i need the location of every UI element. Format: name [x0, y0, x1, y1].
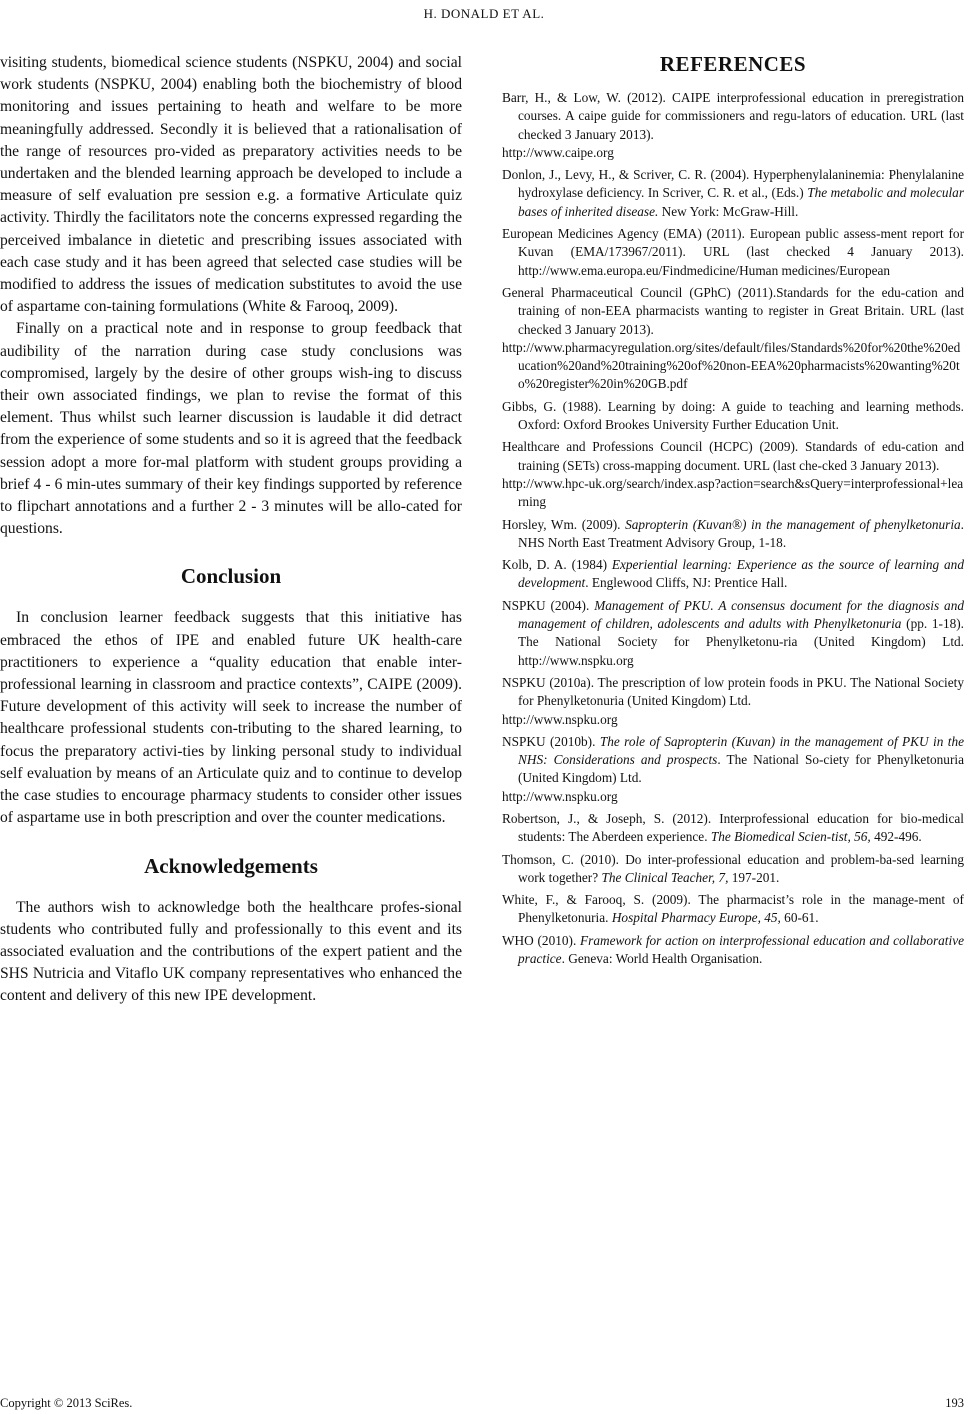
reference-item: Robertson, J., & Joseph, S. (2012). Interprofessional education for bio-medical students: The Aberdeen experience. The Biomedical Scien-tist, 56, 492-496. [502, 810, 964, 845]
reference-item: WHO (2010). Framework for action on interprofessional education and collaborative practice. Geneva: World Health Organisation. [502, 932, 964, 967]
references-heading: REFERENCES [659, 52, 807, 76]
reference-item: Thomson, C. (2010). Do inter-professional education and problem-ba-sed learning work together? The Clinical Teacher, 7, 197-201. [502, 851, 964, 885]
right-column [502, 52, 964, 972]
reference-link[interactable]: http://www.hpc-uk.org/search/index.asp?action=search&sQuery=interprofessional+learning [502, 475, 964, 510]
body-paragraph: Finally on a practical note and in response to group feedback that audibility of the narration during case study conclusions was compromised, largely by the desire of other groups wish-ing to discuss their own associated findings, we plan to revise the format of this element. Thus whilst such learner discussion is laudable it did detract from the experience of some students and so it is agreed that the feedback session adopt a more for-mal platform with student groups providing a brief 4 - 6 min-utes summary of their key findings supported by reference to flipchart annotations and a further 2 - 3 minutes will be allo-cated for questions. [0, 320, 462, 538]
reference-item: Healthcare and Professions Council (HCPC) (2009). Standards of edu-cation and training (SETs) cross-mapping document. URL (last che-cked 3 January 2013). http://www.hpc-uk.org/search/index.asp?action=search&sQuery=interprofessional+learning [502, 438, 964, 511]
reference-item: Gibbs, G. (1988). Learning by doing: A guide to teaching and learning methods. Oxford: Oxford Brookes University Further Education Unit. [502, 398, 964, 433]
reference-item: Barr, H., & Low, W. (2012). CAIPE interprofessional education in preregistration courses. A caipe guide for commissioners and regu-lators of education. URL (last checked 3 January 2013). http://www.caipe.org [502, 89, 964, 162]
reference-link[interactable]: http://www.nspku.org [502, 788, 618, 804]
reference-item: NSPKU (2010a). The prescription of low protein foods in PKU. The National Society for Phenylketonuria (United Kingdom) Ltd. http://www.nspku.org [502, 674, 964, 729]
reference-list [502, 89, 964, 968]
conclusion-heading: Conclusion [180, 564, 282, 589]
reference-link[interactable]: http://www.caipe.org [502, 144, 614, 160]
reference-item: Kolb, D. A. (1984) Experiential learning: Experience as the source of learning and development. Englewood Cliffs, NJ: Prentice Hall. [502, 557, 964, 591]
body-paragraph: visiting students, biomedical science students (NSPKU, 2004) and social work students (NSPKU, 2004) enabling both the biochemistry of blood monitoring and issues pertaining to heath and welfare to be more meaningfully addressed. Secondly it is believed that a rationalisation of the range of resources pro-vided as preparatory activities needs to be undertaken and the blended learning approach be developed to include a measure of self evaluation pre session e.g. a formative Articulate quiz activity. Thirdly the facilitators note the concerns expressed regarding the perceived imbalance in dietetic and prescribing issues associated with each case study and it has been agreed that selected case studies will be modified to address the issues of medication substitutes to avoid the use of aspartame con-taining formulations (White & Farooq, 2009). [0, 54, 462, 316]
left-column [0, 52, 462, 1008]
acknowledgements-paragraph: The authors wish to acknowledge both the healthcare profes-sional students who contributed fully and professionally to this event and its associated evaluation and the contributions of the expert patient and the SHS Nutricia and Vitaflo UK company representatives who enhanced the content and delivery of this new IPE development. [0, 898, 462, 1005]
reference-item: Horsley, Wm. (2009). Sapropterin (Kuvan®) in the management of phenylketonuria. NHS North East Treatment Advisory Group, 1-18. [502, 516, 964, 550]
reference-item: General Pharmaceutical Council (GPhC) (2011).Standards for the edu-cation and training of non-EEA pharmacists wanting to register in Great Britain. URL (last checked 3 January 2013). http://www.pharmacyregulation.org/sites/default/files/Standards%20for%20the%20education%20and%20training%20of%20non-EEA%20pharmacists%20wanting%20to%20register%20in%20GB.pdf [502, 284, 964, 394]
reference-item: European Medicines Agency (EMA) (2011). European public assess-ment report for Kuvan (EMA/173967/2011). URL (last checked 4 January 2013). http://www.ema.europa.eu/Findmedicine/Human medicines/European [502, 226, 964, 278]
reference-item: NSPKU (2010b). The role of Sapropterin (Kuvan) in the management of PKU in the NHS: Considerations and prospects. The National So-ciety for Phenylketonuria (United Kingdom) Ltd. http://www.nspku.org [502, 733, 964, 806]
reference-item: NSPKU (2004). Management of PKU. A consensus document for the diagnosis and management of children, adolescents and adults with Phenylketonuria (pp. 1-18). The National Society for Phenylketonu-ria (United Kingdom) Ltd. http://www.nspku.org [502, 597, 965, 668]
page-number: 193 [945, 1396, 964, 1410]
reference-item: White, F., & Farooq, S. (2009). The pharmacist’s role in the manage-ment of Phenylketonuria. Hospital Pharmacy Europe, 45, 60-61. [502, 892, 964, 926]
reference-item: Donlon, J., Levy, H., & Scriver, C. R. (2004). Hyperphenylalaninemia: Phenylalanine hydroxylase deficiency. In Scriver, C. R. et al., (Eds.) The metabolic and molecular bases of inherited disease. New York: McGraw-Hill. [502, 167, 965, 219]
reference-link[interactable]: http://www.pharmacyregulation.org/sites/default/files/Standards%20for%20the%20education%20and%20training%20of%20non-EEA%20pharmacists%20wanting%20to%20register%20in%20GB.pdf [502, 339, 961, 392]
acknowledgements-heading: Acknowledgements [144, 853, 318, 878]
reference-link[interactable]: http://www.nspku.org [502, 711, 618, 727]
conclusion-paragraph: In conclusion learner feedback suggests that this initiative has embraced the ethos of IPE and enabled future UK health-care practitioners to experience a “quality education that enable inter-professional learning in classroom and practice contexts”, CAIPE (2009). Future development of this activity will seek to increase the number of healthcare professional students con-tributing to the shared learning, to focus the preparatory activi-ties by linking personal study to individual self evaluation by means of an Articulate quiz and to continue to develop the case studies to encourage pharmacy students to consider other issues of aspartame use in both prescription and over the counter medications. [0, 609, 462, 827]
running-head: H. DONALD ET AL. [423, 6, 545, 21]
copyright-notice: Copyright © 2013 SciRes. [0, 1396, 133, 1410]
